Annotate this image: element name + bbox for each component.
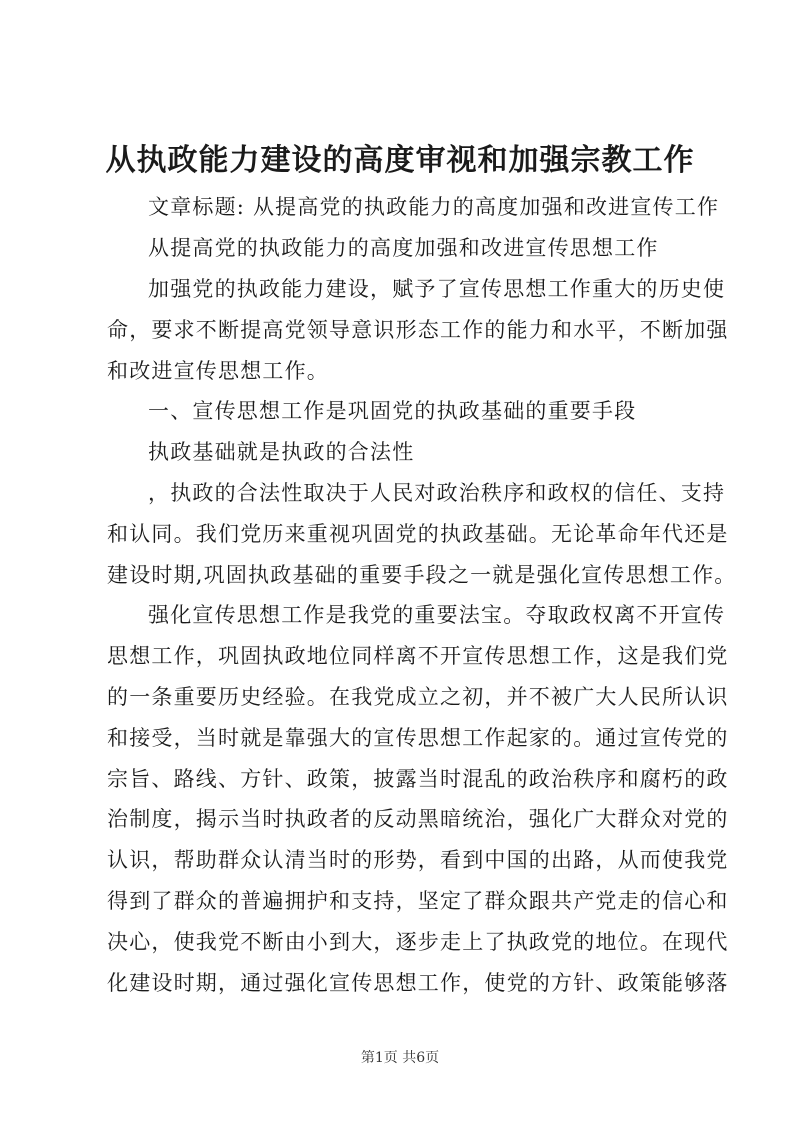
- text-line: 和改进宣传思想工作。: [107, 359, 329, 383]
- text-line: 治制度，揭示当时执政者的反动黑暗统治，强化广大群众对党的: [107, 807, 729, 831]
- text-line: 执政基础就是执政的合法性: [148, 440, 415, 464]
- text-line: 加强党的执政能力建设，赋予了宣传思想工作重大的历史使: [148, 277, 726, 301]
- text-line: 命，要求不断提高党领导意识形态工作的能力和水平，不断加强: [107, 318, 729, 342]
- text-line: 一、宣传思想工作是巩固党的执政基础的重要手段: [148, 399, 637, 423]
- text-line: 认识，帮助群众认清当时的形势，看到中国的出路，从而使我党: [107, 848, 729, 872]
- document-title: 从执政能力建设的高度审视和加强宗教工作: [105, 143, 695, 178]
- text-line: 强化宣传思想工作是我党的重要法宝。夺取政权离不开宣传: [148, 603, 726, 627]
- text-line: 思想工作，巩固执政地位同样离不开宣传思想工作，这是我们党: [107, 644, 729, 668]
- text-line: ，执政的合法性取决于人民对政治秩序和政权的信任、支持: [148, 481, 726, 505]
- text-line: 文章标题: 从提高党的执政能力的高度加强和改进宣传工作: [148, 195, 720, 219]
- text-line: 的一条重要历史经验。在我党成立之初，并不被广大人民所认识: [107, 685, 729, 709]
- text-line: 宗旨、路线、方针、政策，披露当时混乱的政治秩序和腐朽的政: [107, 767, 729, 791]
- text-line: 和认同。我们党历来重视巩固党的执政基础。无论革命年代还是: [107, 522, 729, 546]
- page-number-footer: 第1页 共6页: [360, 1050, 440, 1066]
- text-line: 和接受，当时就是靠强大的宣传思想工作起家的。通过宣传党的: [107, 726, 729, 750]
- text-line: 从提高党的执政能力的高度加强和改进宣传思想工作: [148, 236, 659, 260]
- text-line: 化建设时期，通过强化宣传思想工作，使党的方针、政策能够落: [107, 971, 729, 995]
- text-line: 建设时期,巩固执政基础的重要手段之一就是强化宣传思想工作。: [107, 563, 737, 587]
- text-line: 决心，使我党不断由小到大，逐步走上了执政党的地位。在现代: [107, 930, 729, 954]
- text-line: 得到了群众的普遍拥护和支持，坚定了群众跟共产党走的信心和: [107, 889, 729, 913]
